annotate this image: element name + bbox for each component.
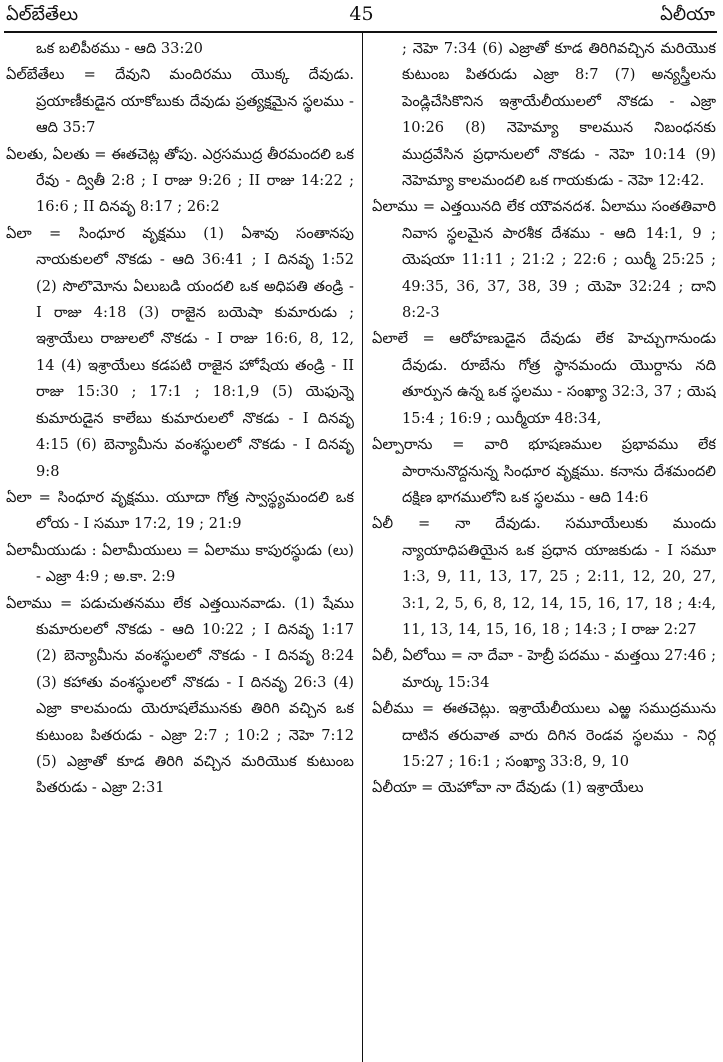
dictionary-entry: ఏలాము = ఎత్తయినది లేక యౌవనదశ. ఏలాము సంతతివారి నివాస స్థలమైన పారశీక దేశము - ఆది 14:1, 9 ; యెషయా 11:11 ; 21:2 ; 22:6 ; యిర్మీ 25:25 ; 49:35, 36, 37, 38, 39 ; యెహె 32:24 ; దాని 8:2-3 (372, 198, 716, 322)
dictionary-entry: ఏలా = సింధూర వృక్షము. యూదా గోత్ర స్వాస్థ్యమందలి ఒక లోయ - I సమూ 17:2, 19 ; 21:9 (6, 488, 354, 533)
running-head-left: ఏల్‌బేతేలు (6, 4, 79, 25)
running-head-right: ఏలీయా (660, 4, 715, 25)
header-rule (4, 31, 717, 33)
column-divider (362, 33, 363, 1062)
dictionary-entry: ఏలా = సింధూర వృక్షము (1) ఏశావు సంతానపు నాయకులలో నొకడు - ఆది 36:41 ; I దినవృ 1:52 (2) సొలొమోను ఏలుబడి యందలి ఒక అధిపతి తండ్రి - I రాజు 4:18 (3) రాజైన బయెషా కుమారుడు ; ఇశ్రాయేలు రాజులలో నొకడు - I రాజు 16:6, 8, 12, 14 (4) ఇశ్రాయేలు కడపటి రాజైన హోషేయ తండ్రి - II రాజు 15:30 ; 17:1 ; 18:1,9 (5) యెఫున్నె కుమారుడైన కాలేబు కుమారులలో నొకడు - I దినవృ 4:15 (6) బెన్యామీను వంశస్థులలో నొకడు - I దినవృ 9:8 (6, 224, 354, 480)
page-number: 45 (349, 3, 374, 25)
dictionary-entry: ఏలాలే = ఆరోహణుడైన దేవుడు లేక హెచ్చుగానుండు దేవుడు. రూబేను గోత్ర స్థానమందు యొర్దాను నది తూర్పున ఉన్న ఒక స్థలము - సంఖ్యా 32:3, 37 ; యెష 15:4 ; 16:9 ; యిర్మీయా 48:34, (372, 330, 716, 427)
dictionary-entry: ఏలతు, ఏలతు = ఈతచెట్ల తోపు. ఎర్రసముద్ర తీరమందలి ఒక రేవు - ద్వితీ 2:8 ; I రాజు 9:26 ; II రాజు 14:22 ; 16:6 ; II దినవృ 8:17 ; 26:2 (6, 145, 354, 216)
dictionary-entry: ఏలీ, ఏలోయి = నా దేవా - హెబ్రీ పదము - మత్తయి 27:46 ; మార్కు 15:34 (372, 647, 716, 691)
dictionary-entry: ఏలీయా = యెహోవా నా దేవుడు (1) ఇశ్రాయేలు (372, 779, 644, 797)
dictionary-entry: ఏలాము = పడుచుతనము లేక ఎత్తయినవాడు. (1) షేము కుమారులలో నొకడు - ఆది 10:22 ; I దినవృ 1:17 (2) బెన్యామీను వంశస్థులలో నొకడు - I దినవృ 8:24 (3) కహాతు వంశస్థులలో నొకడు - I దినవృ 26:3 (4) ఎజ్రా కాలమందు యెరూషలేమునకు తిరిగి వచ్చిన ఒక కుటుంబ పితరుడు - ఎజ్రా 2:7 ; 10:2 ; నెహె 7:12 (5) ఎజ్రాతో కూడ తిరిగి వచ్చిన మరియొక కుటుంబ పితరుడు - ఎజ్రా 2:31 (6, 594, 354, 797)
page-header (0, 0, 723, 30)
left-column (6, 36, 354, 1060)
dictionary-entry: ఒక బలిపీఠము - ఆది 33:20 (36, 40, 203, 57)
right-column (372, 36, 716, 1060)
dictionary-entry: ఏలీ = నా దేవుడు. సమూయేలుకు ముందు న్యాయాధిపతియైన ఒక ప్రధాన యాజకుడు - I సమూ 1:3, 9, 11, 13, 17, 25 ; 2:11, 12, 20, 27, 3:1, 2, 5, 6, 8, 12, 14, 15, 16, 17, 18 ; 4:4, 11, 13, 14, 15, 16, 18 ; 14:3 ; I రాజు 2:27 (372, 515, 716, 638)
dictionary-entry: ఏలామీయుడు : ఏలామీయులు = ఏలాము కాపురస్థుడు (లు) - ఎజ్రా 4:9 ; అ.కా. 2:9 (6, 541, 354, 586)
entry-continuation: ; నెహె 7:34 (6) ఎజ్రాతో కూడ తిరిగివచ్చిన మరియొక కుటుంబ పితరుడు ఎజ్రా 8:7 (7) అన్యస్త్రీలను పెండ్లిచేసికొనిన ఇశ్రాయేలీయులలో నొకడు - ఎజ్రా 10:26 (8) నెహెమ్యా కాలమున నిబంధనకు ముద్రవేసిన ప్రధానులలో నొకడు - నెహె 10:14 (9) నెహెమ్యా కాలమందలి ఒక గాయకుడు - నెహె 12:42. (402, 40, 716, 190)
dictionary-entry: ఏల్‌బేతేలు = దేవుని మందిరము యొక్క దేవుడు. ప్రయాణీకుడైన యాకోబుకు దేవుడు ప్రత్యక్షమైన స్థలము - ఆది 35:7 (6, 66, 354, 137)
dictionary-entry: ఏలీము = ఈతచెట్లు. ఇశ్రాయేలీయులు ఎఱ్ఱ సముద్రమును దాటిన తరువాత వారు దిగిన రెండవ స్థలము - నిర్గ 15:27 ; 16:1 ; సంఖ్యా 33:8, 9, 10 (372, 700, 716, 770)
dictionary-entry: ఏల్పారాను = వారి భూషణముల ప్రభావము లేక పారానునొద్దనున్న సింధూర వృక్షము. కనాను దేశమందలి దక్షిణ భాగములోని ఒక స్థలము - ఆది 14:6 (372, 436, 716, 506)
